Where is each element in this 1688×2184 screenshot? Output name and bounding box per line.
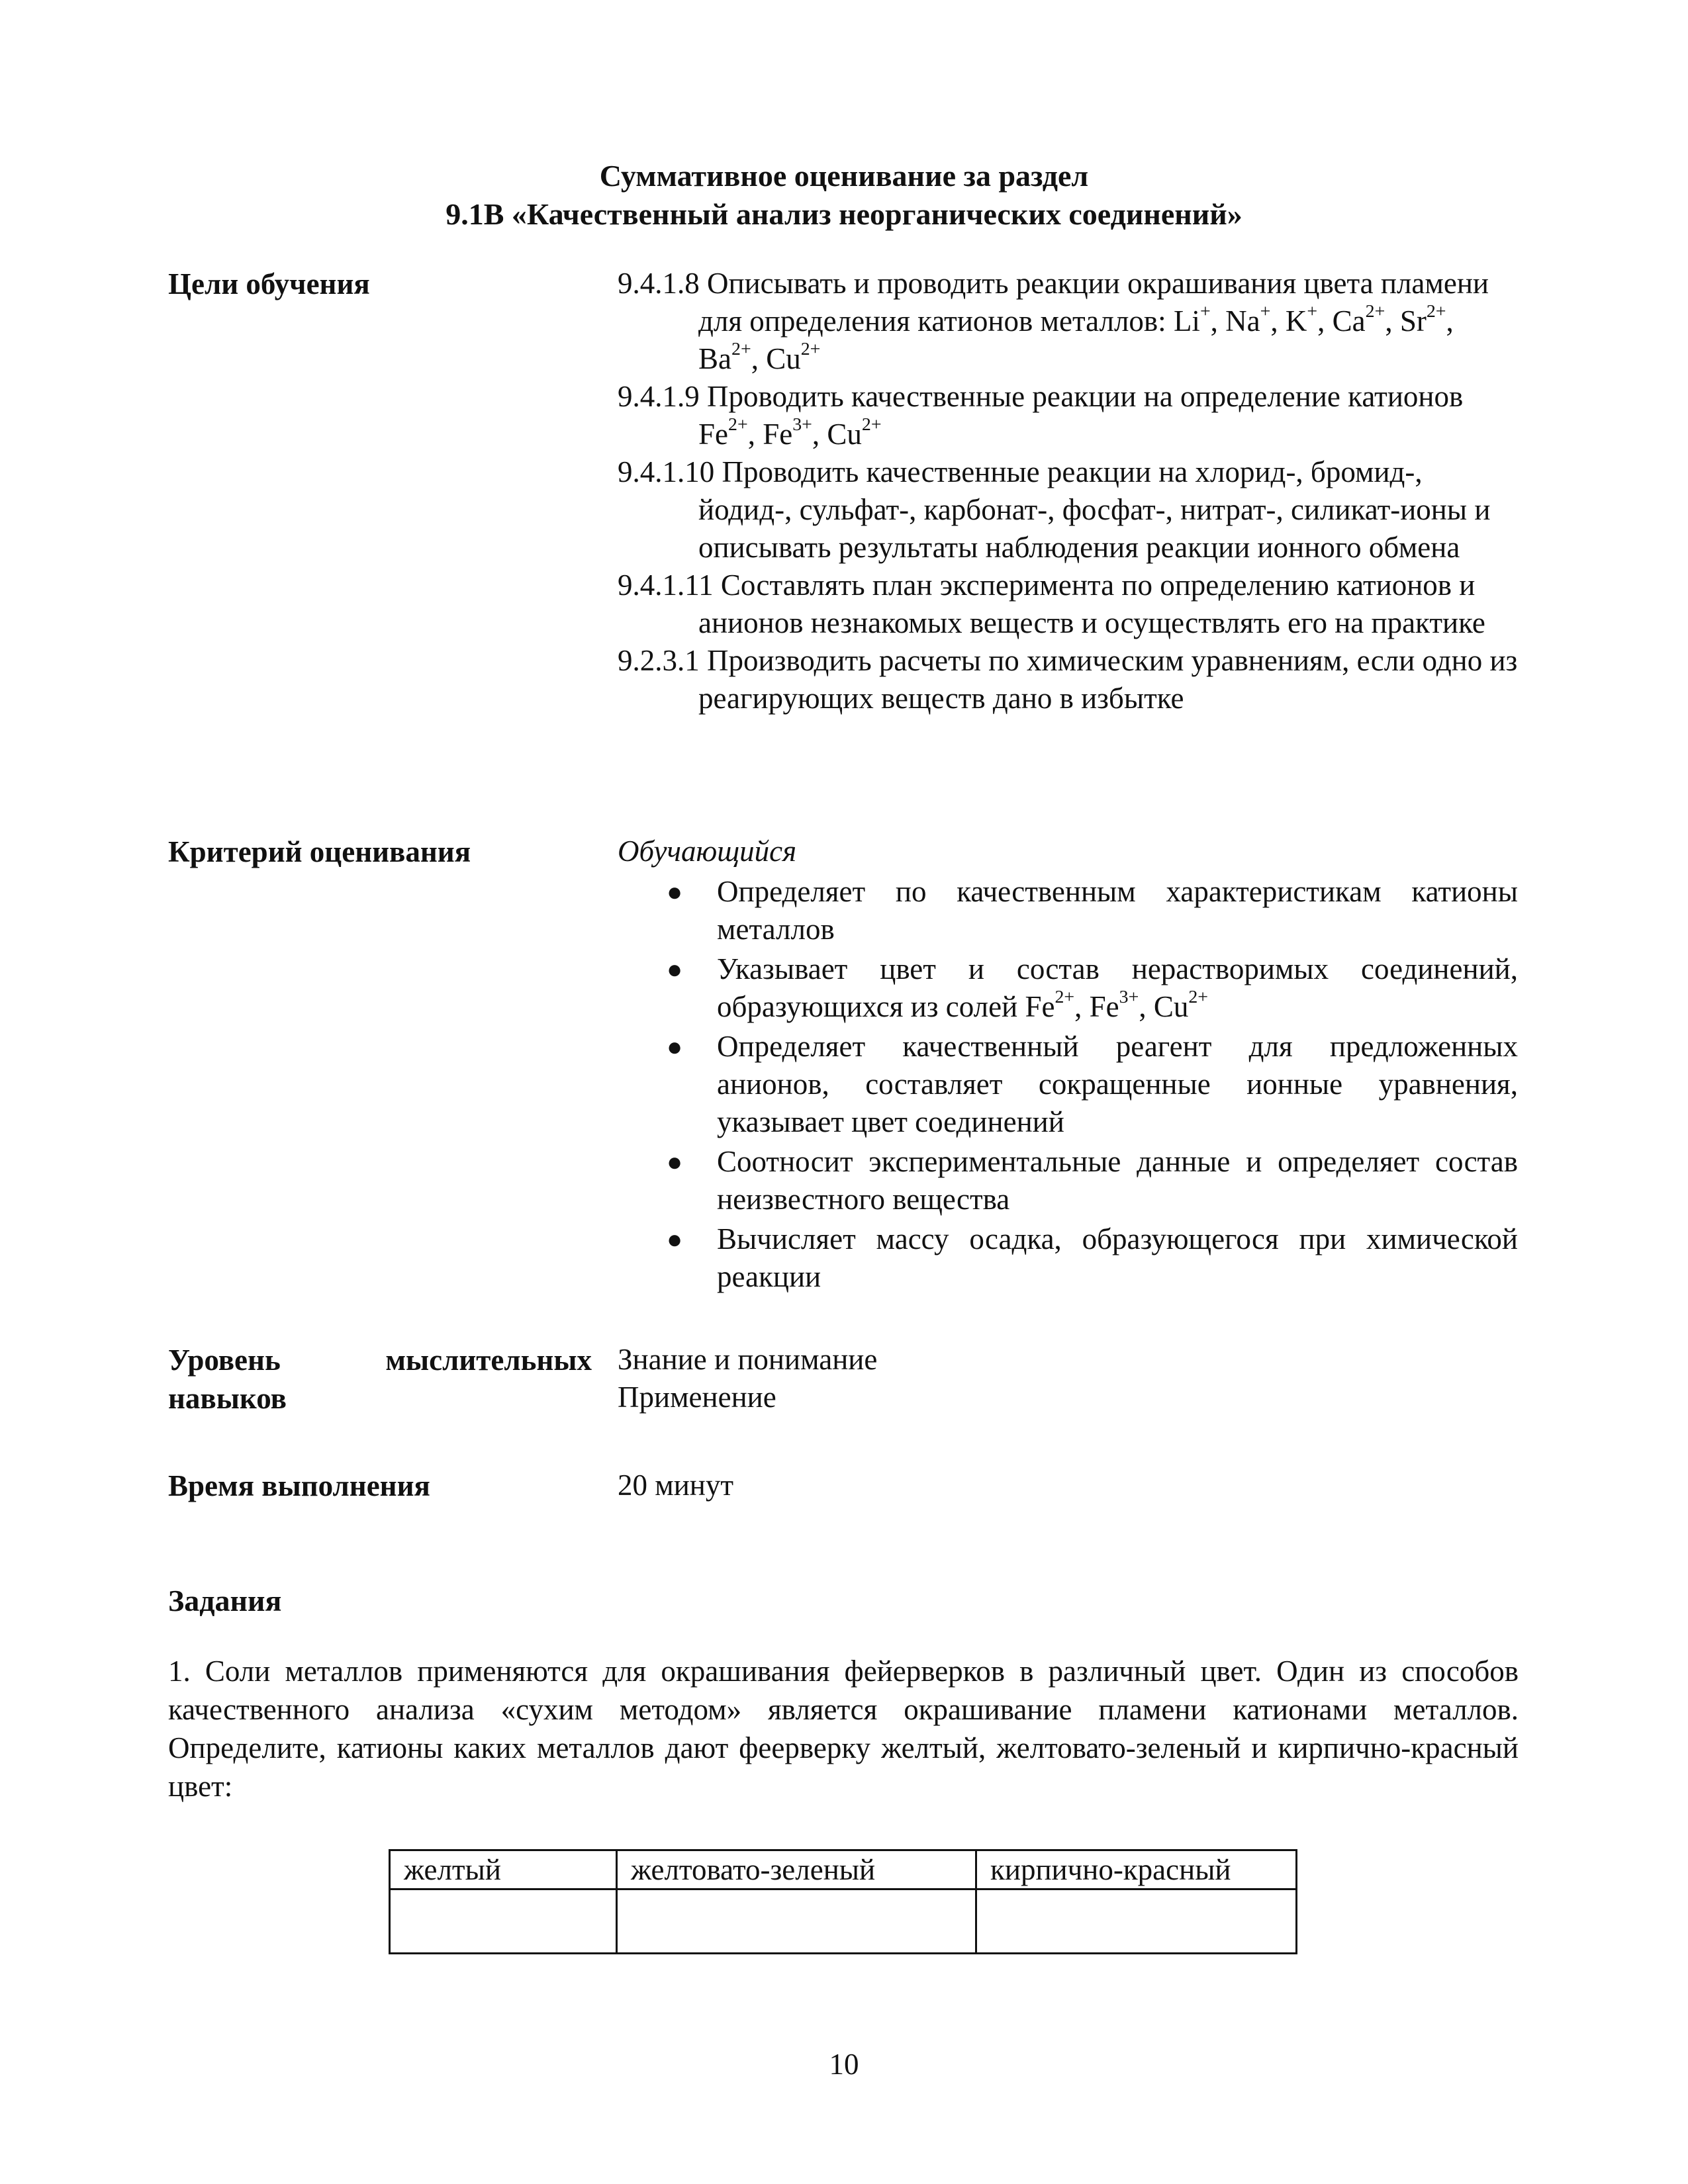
bullet-icon: ● — [667, 954, 683, 984]
criteria-label: Критерий оценивания — [168, 835, 471, 868]
criteria-item: ● Указывает цвет и состав нерастворимых соединений, образующихся из солей $Fe^{2+}$, $Fe^{3+}$, $Cu^{2+}$ — [618, 950, 1518, 1026]
objective-item: 9.4.1.9 Проводить качественные реакции на определение катионов $Fe^{2+}$, $Fe^{3+}$, $Cu^{2+}$ — [618, 380, 1464, 451]
answer-row — [390, 1889, 1297, 1954]
page-number: 10 — [829, 2048, 859, 2081]
criteria-subject: Обучающийся — [618, 835, 797, 868]
objective-item: 9.4.1.8 Описывать и проводить реакции окрашивания цвета пламени для определения катионов металлов: Li+, Na+, K+, $Ca^{2+}$, $Sr^{2+}$, $Ba^{2+}$, $Cu^{2+}$ — [618, 267, 1489, 375]
objective-item: 9.2.3.1 Производить расчеты по химическим уравнениям, если одно из реагирующих веществ дано в избытке — [618, 644, 1518, 715]
answer-table — [389, 1849, 1297, 1954]
objective-item: 9.4.1.10 Проводить качественные реакции на хлорид-, бромид-, йодид-, сульфат-, карбонат-, фосфат-, нитрат-, силикат-ионы и описывать результаты наблюдения реакции ионного обмена — [618, 455, 1491, 564]
answer-cell[interactable] — [390, 1889, 617, 1954]
skills-label: Уровень мыслительных навыков — [168, 1343, 592, 1415]
time-value: 20 минут — [618, 1469, 734, 1502]
criteria-item: ● Определяет по качественным характеристикам катионы металлов — [618, 873, 1518, 948]
criteria-item: ● Определяет качественный реагент для предложенных анионов, составляет сокращенные ионные уравнения, указывает цвет соединений — [618, 1028, 1518, 1141]
objectives-list — [618, 265, 1518, 717]
answer-cell[interactable] — [617, 1889, 976, 1954]
objectives-label: Цели обучения — [168, 267, 370, 300]
bullet-icon: ● — [667, 1147, 683, 1177]
criteria-list — [618, 873, 1518, 1296]
criteria-item: ● Соотносит экспериментальные данные и определяет состав неизвестного вещества — [618, 1143, 1518, 1218]
column-header-yellow: желтый — [390, 1850, 617, 1889]
page-title-line2: 9.1В «Качественный анализ неорганических соединений» — [445, 197, 1243, 231]
time-label: Время выполнения — [168, 1469, 430, 1502]
task-1-text: 1. Соли металлов применяются для окрашивания фейерверков в различный цвет. Один из способов качественного анализа «сухим методом» является окрашивание пламени катионами металлов. Определите, катионы каких металлов дают феерверку желтый, желтовато-зеленый и кирпично-красный цвет: — [168, 1655, 1519, 1803]
table-header-row — [390, 1850, 1297, 1889]
criteria-block — [618, 833, 1518, 1298]
skills-values: Знание и понимание Применение — [618, 1343, 878, 1414]
bullet-icon: ● — [667, 1224, 683, 1254]
page-title-line1: Суммативное оценивание за раздел — [599, 159, 1089, 193]
column-header-yellow-green: желтовато-зеленый — [617, 1850, 976, 1889]
criteria-item: ● Вычисляет массу осадка, образующегося при химической реакции — [618, 1220, 1518, 1296]
answer-cell[interactable] — [976, 1889, 1297, 1954]
tasks-heading: Задания — [168, 1584, 282, 1617]
column-header-brick-red: кирпично-красный — [976, 1850, 1297, 1889]
objective-item: 9.4.1.11 Составлять план эксперимента по определению катионов и анионов незнакомых веществ и осуществлять его на практике — [618, 569, 1485, 639]
bullet-icon: ● — [667, 877, 683, 907]
bullet-icon: ● — [667, 1032, 683, 1062]
